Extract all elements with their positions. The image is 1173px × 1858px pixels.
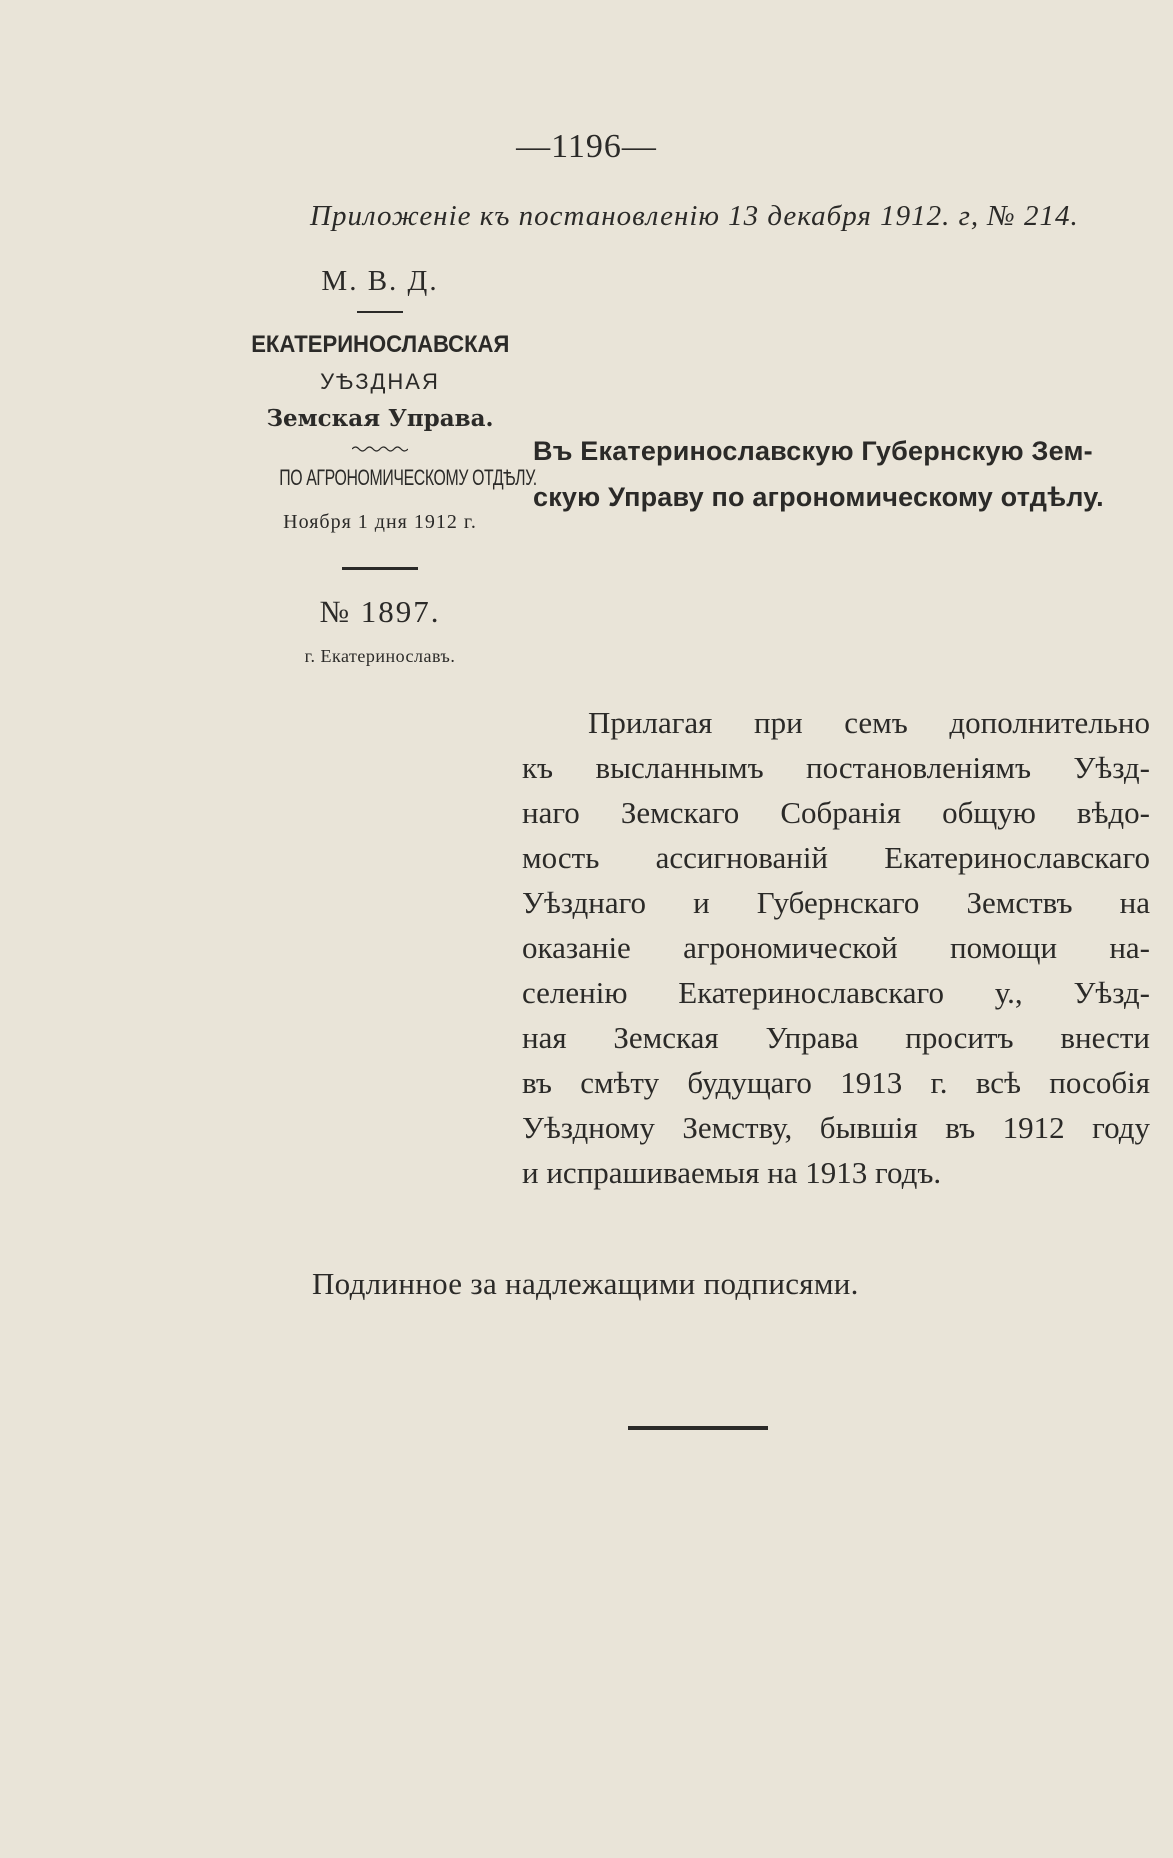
body-line: Уѣздному Земству, бывшія въ 1912 году bbox=[522, 1110, 1150, 1145]
wavy-divider bbox=[352, 445, 408, 453]
document-number: № 1897. bbox=[319, 594, 441, 629]
body-line: въ смѣту будущаго 1913 г. всѣ пособія bbox=[522, 1065, 1150, 1100]
addressee bbox=[533, 428, 1153, 520]
body-line: ная Земская Управа проситъ внести bbox=[522, 1020, 1150, 1055]
org-type: УѢЗДНАЯ bbox=[320, 369, 440, 394]
closing-note: Подлинное за надлежащими подписями. bbox=[312, 1266, 859, 1301]
department: ПО АГРОНОМИЧЕСКОМУ ОТДѢЛУ. bbox=[279, 465, 537, 490]
body-line: Прилагая при семъ дополнительно bbox=[588, 705, 1150, 740]
divider-rule bbox=[357, 311, 403, 313]
addressee-line: Въ Екатеринославскую Губернскую Зем- bbox=[533, 436, 1093, 466]
addressee-line: скую Управу по агрономическому отдѣлу. bbox=[533, 482, 1104, 512]
body-line: селенію Екатеринославскаго у., Уѣзд- bbox=[522, 975, 1150, 1010]
org-name: ЕКАТЕРИНОСЛАВСКАЯ bbox=[251, 331, 510, 358]
body-line: наго Земскаго Собранія общую вѣдо- bbox=[522, 795, 1150, 830]
org-board: Земская Управа. bbox=[266, 405, 494, 432]
end-rule bbox=[628, 1426, 768, 1430]
ministry-abbrev: М. В. Д. bbox=[321, 265, 439, 297]
divider-rule bbox=[342, 567, 418, 570]
sender-block bbox=[240, 265, 537, 667]
city: г. Екатеринославъ. bbox=[304, 646, 456, 666]
appendix-line: Приложеніе къ постановленію 13 декабря 1912. г, № 214. bbox=[310, 200, 1079, 232]
body-line: мость ассигнованій Екатеринославскаго bbox=[522, 840, 1150, 875]
body-line: къ высланнымъ постановленіямъ Уѣзд- bbox=[522, 750, 1150, 785]
body-text bbox=[522, 700, 1150, 1195]
page-number: —1196— bbox=[516, 128, 657, 165]
letter-date: Ноября 1 дня 1912 г. bbox=[283, 511, 477, 533]
body-line: и испрашиваемыя на 1913 годъ. bbox=[522, 1155, 942, 1190]
body-line: оказаніе агрономической помощи на- bbox=[522, 930, 1150, 965]
body-line: Уѣзднаго и Губернскаго Земствъ на bbox=[522, 885, 1150, 920]
